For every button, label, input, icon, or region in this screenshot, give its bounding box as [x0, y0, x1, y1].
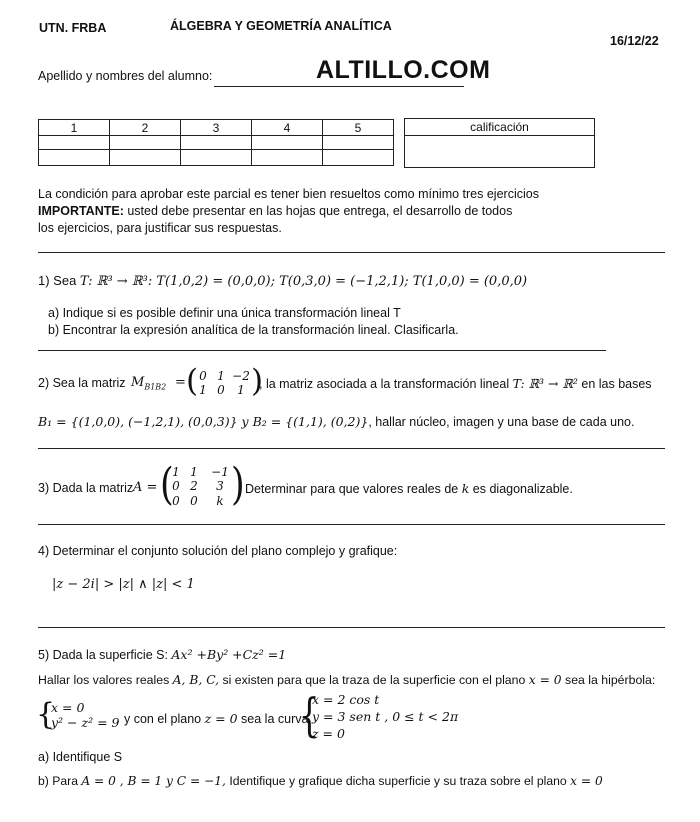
- exercise-5-b-mid: Identifique y grafique dicha superficie y su traza sobre el plano: [225, 774, 571, 788]
- exercise-2-text: [259, 376, 652, 391]
- matrix-cell: 1: [190, 465, 198, 479]
- exercise-5-x0: x = 0: [528, 673, 562, 687]
- instructions-line-1: La condición para aprobar este parcial es tener bien resueltos como mínimo tres ejercicios: [38, 187, 539, 201]
- system-1-eq-1: x = 0: [51, 700, 85, 715]
- exercise-3-intro: 3) Dada la matriz: [38, 481, 134, 495]
- exercise-5-line-2-c: sea la hipérbola:: [561, 673, 656, 687]
- score-cell[interactable]: [39, 150, 110, 166]
- matrix-cell: 1: [199, 383, 207, 397]
- matrix-paren-right: ): [231, 459, 245, 510]
- exercise-1-a: a) Indique si es posible definir una única transformación lineal T: [48, 306, 401, 320]
- matrix-m-name: [131, 375, 166, 392]
- exercise-5-b-formula: A = 0 , B = 1 y C = −1,: [81, 774, 226, 788]
- exercise-5-a: a) Identifique S: [38, 750, 123, 764]
- score-cell[interactable]: [110, 150, 181, 166]
- exercise-5-line-2: [38, 673, 655, 687]
- divider: [38, 524, 665, 525]
- system-2-eq-3: z = 0: [312, 726, 345, 741]
- exercise-5-mid-a: y con el plano: [124, 712, 205, 726]
- matrix-cell: 0: [190, 494, 198, 508]
- score-col-header: 2: [110, 120, 181, 136]
- exercise-3-tail-a: , Determinar para que valores reales de: [238, 482, 462, 496]
- exercise-5-intro: 5) Dada la superficie S:: [38, 648, 172, 662]
- divider: [38, 627, 665, 628]
- score-col-header: 3: [181, 120, 252, 136]
- score-col-header: 1: [39, 120, 110, 136]
- score-cell[interactable]: [39, 136, 110, 150]
- exercise-4-statement: 4) Determinar el conjunto solución del plano complejo y grafique:: [38, 544, 398, 558]
- matrix-cell: 0: [172, 479, 180, 493]
- instructions-line-3: los ejercicios, para justificar sus respuestas.: [38, 221, 282, 235]
- exercise-5-mid-b: sea la curva: [237, 712, 309, 726]
- divider: [38, 350, 606, 351]
- grade-label: calificación: [405, 119, 594, 136]
- matrix-cell: 1: [172, 465, 180, 479]
- matrix-cell: 1: [217, 369, 225, 383]
- important-label: IMPORTANTE:: [38, 204, 124, 218]
- system-1-eq-2: y² − z² = 9: [51, 715, 120, 730]
- score-cell[interactable]: [181, 150, 252, 166]
- exercise-2-bases-formula: B₁ = {(1,0,0), (−1,2,1), (0,0,3)} y B₂ = {(1,1), (0,2)}: [38, 414, 369, 429]
- exercise-2-after-tl: en las bases: [577, 377, 652, 391]
- matrix-cell: 3: [216, 479, 224, 493]
- system-2-eq-1: x = 2 cos t: [312, 692, 380, 707]
- score-col-header: 4: [252, 120, 323, 136]
- exercise-3-tail-b: es diagonalizable.: [469, 482, 573, 496]
- exercise-2-tl: T: ℝ³ → ℝ²: [512, 376, 578, 391]
- matrix-paren-left: (: [186, 363, 199, 399]
- exercise-5-mid: [124, 711, 308, 726]
- matrix-a-name: A =: [133, 480, 158, 495]
- exercise-1-intro: 1) Sea: [38, 273, 80, 288]
- exercise-2-after-matrix: , la matriz asociada a la transformación lineal: [259, 377, 513, 391]
- exercise-5-statement: [38, 647, 286, 662]
- divider: [38, 252, 665, 253]
- matrix-cell: −2: [232, 369, 250, 383]
- exercise-5-b-x0: x = 0: [570, 774, 603, 788]
- system-brace: {: [36, 697, 56, 732]
- score-table: [38, 119, 394, 166]
- matrix-cell: 1: [237, 383, 245, 397]
- exercise-5-b: [38, 774, 603, 788]
- matrix-paren-right: ): [251, 363, 264, 399]
- institution: UTN. FRBA: [39, 21, 107, 35]
- matrix-cell: −1: [211, 465, 229, 479]
- exercise-2-tail: , hallar núcleo, imagen y una base de cada uno.: [368, 415, 635, 429]
- exercise-1-formula: T: ℝ³ → ℝ³: T(1,0,2) = (0,0,0); T(0,3,0) = (−1,2,1); T(1,0,0) = (0,0,0): [79, 274, 528, 289]
- score-cell[interactable]: [181, 136, 252, 150]
- subject-title: ÁLGEBRA Y GEOMETRÍA ANALÍTICA: [170, 19, 392, 33]
- exercise-5-b-prefix: b) Para: [38, 774, 82, 788]
- score-col-header: 5: [323, 120, 394, 136]
- score-cell[interactable]: [323, 150, 394, 166]
- exercise-5-surface: Ax² +By² +Cz² =1: [171, 647, 287, 662]
- exercise-2-intro: 2) Sea la matriz: [38, 376, 126, 390]
- system-2-eq-2: y = 3 sen t , 0 ≤ t < 2π: [312, 709, 459, 724]
- exercise-5-line-2-b: si existen para que la traza de la superficie con el plano: [219, 673, 529, 687]
- score-cell[interactable]: [110, 136, 181, 150]
- matrix-cell: 0: [172, 494, 180, 508]
- exercise-1-statement: [38, 273, 527, 289]
- matrix-m-subscript: B1B2: [144, 382, 167, 392]
- student-name-line: [214, 86, 464, 87]
- matrix-cell: 0: [217, 383, 225, 397]
- grade-cell[interactable]: [405, 136, 594, 167]
- divider: [38, 448, 665, 449]
- matrix-cell: 2: [190, 479, 198, 493]
- grade-box: [404, 118, 595, 168]
- score-cell[interactable]: [252, 150, 323, 166]
- matrix-cell: 0: [199, 369, 207, 383]
- matrix-paren-left: (: [160, 459, 174, 510]
- instructions-text: usted debe presentar en las hojas que entrega, el desarrollo de todos: [123, 204, 513, 218]
- matrix-cell: k: [216, 494, 224, 508]
- exercise-3-k: k: [461, 481, 470, 496]
- matrix-m-letter: M: [131, 375, 145, 390]
- watermark-logo: ALTILLO.COM: [316, 56, 491, 84]
- exercise-5-z0: z = 0: [204, 711, 238, 726]
- exercise-3-text: [238, 481, 573, 496]
- score-cell[interactable]: [323, 136, 394, 150]
- system-brace: {: [299, 688, 320, 742]
- score-cell[interactable]: [252, 136, 323, 150]
- instructions-line-2: [38, 204, 512, 218]
- exercise-5-abc: A, B, C,: [172, 673, 220, 687]
- student-name-label: Apellido y nombres del alumno:: [38, 69, 213, 83]
- equals-sign: =: [175, 375, 186, 390]
- exercise-2-bases: [38, 414, 634, 429]
- exercise-5-line-2-a: Hallar los valores reales: [38, 673, 173, 687]
- exercise-4-formula: |z − 2i| > |z| ∧ |z| < 1: [52, 577, 195, 592]
- exercise-1-b: b) Encontrar la expresión analítica de la transformación lineal. Clasificarla.: [48, 323, 459, 337]
- exam-date: 16/12/22: [610, 34, 659, 48]
